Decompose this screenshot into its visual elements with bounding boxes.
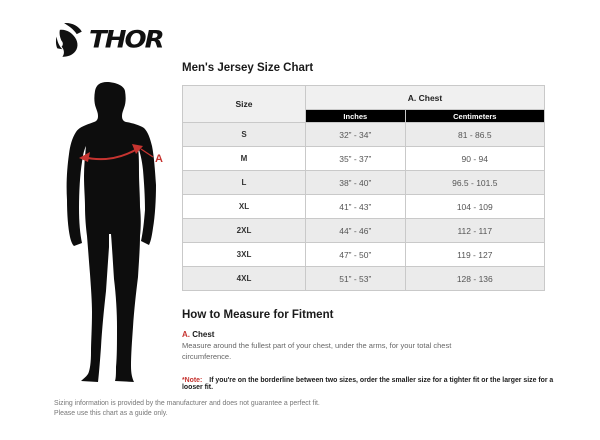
page-title: Men's Jersey Size Chart bbox=[182, 62, 314, 74]
centimeters-cell: 104 - 109 bbox=[405, 195, 544, 219]
thor-horned-head-icon bbox=[54, 22, 86, 58]
table-row-xl bbox=[183, 195, 545, 219]
inches-cell: 35” - 37” bbox=[306, 147, 406, 171]
measure-key-letter: A. bbox=[182, 330, 190, 339]
measure-item-label bbox=[182, 330, 562, 339]
size-cell: 2XL bbox=[183, 219, 306, 243]
how-to-measure-title: How to Measure for Fitment bbox=[182, 309, 334, 321]
column-header-chest: A. Chest bbox=[306, 86, 545, 110]
size-cell: 3XL bbox=[183, 243, 306, 267]
size-cell: S bbox=[183, 123, 306, 147]
table-row-m bbox=[183, 147, 545, 171]
note-label: *Note: bbox=[182, 377, 203, 384]
inches-cell: 47” - 50” bbox=[306, 243, 406, 267]
centimeters-cell: 81 - 86.5 bbox=[405, 123, 544, 147]
table-row-2xl bbox=[183, 219, 545, 243]
size-chart-table bbox=[182, 85, 545, 291]
centimeters-cell: 119 - 127 bbox=[405, 243, 544, 267]
size-cell: M bbox=[183, 147, 306, 171]
measure-item-chest bbox=[182, 330, 562, 362]
inches-cell: 32” - 34” bbox=[306, 123, 406, 147]
measure-item-description: Measure around the fullest part of your chest, under the arms, for your total chest circumference. bbox=[182, 341, 452, 361]
inches-cell: 44” - 46” bbox=[306, 219, 406, 243]
thor-logo-text: THOR bbox=[89, 26, 163, 54]
disclaimer-line-1: Sizing information is provided by the manufacturer and does not guarantee a perfect fit. bbox=[54, 400, 320, 407]
body-silhouette-figure bbox=[52, 80, 182, 392]
column-header-size: Size bbox=[183, 86, 306, 123]
content-column bbox=[182, 62, 562, 391]
centimeters-cell: 112 - 117 bbox=[405, 219, 544, 243]
disclaimer-line-2: Please use this chart as a guide only. bbox=[54, 410, 168, 417]
male-silhouette-shape bbox=[67, 82, 156, 382]
centimeters-cell: 128 - 136 bbox=[405, 267, 544, 291]
size-cell: L bbox=[183, 171, 306, 195]
column-header-inches: Inches bbox=[306, 110, 406, 123]
table-row-3xl bbox=[183, 243, 545, 267]
column-header-centimeters: Centimeters bbox=[405, 110, 544, 123]
table-row-l bbox=[183, 171, 545, 195]
disclaimer bbox=[54, 399, 320, 419]
centimeters-cell: 96.5 - 101.5 bbox=[405, 171, 544, 195]
chest-measure-point-label: A bbox=[155, 153, 163, 165]
size-cell: 4XL bbox=[183, 267, 306, 291]
thor-logo bbox=[54, 22, 163, 58]
table-row-s bbox=[183, 123, 545, 147]
centimeters-cell: 90 - 94 bbox=[405, 147, 544, 171]
note-text: If you're on the borderline between two sizes, order the smaller size for a tighter fit or the larger size for a looser fit. bbox=[182, 377, 554, 391]
measure-key-name: Chest bbox=[192, 330, 215, 339]
inches-cell: 41” - 43” bbox=[306, 195, 406, 219]
size-cell: XL bbox=[183, 195, 306, 219]
sizing-note bbox=[182, 377, 562, 391]
table-row-4xl bbox=[183, 267, 545, 291]
inches-cell: 51” - 53” bbox=[306, 267, 406, 291]
inches-cell: 38” - 40” bbox=[306, 171, 406, 195]
